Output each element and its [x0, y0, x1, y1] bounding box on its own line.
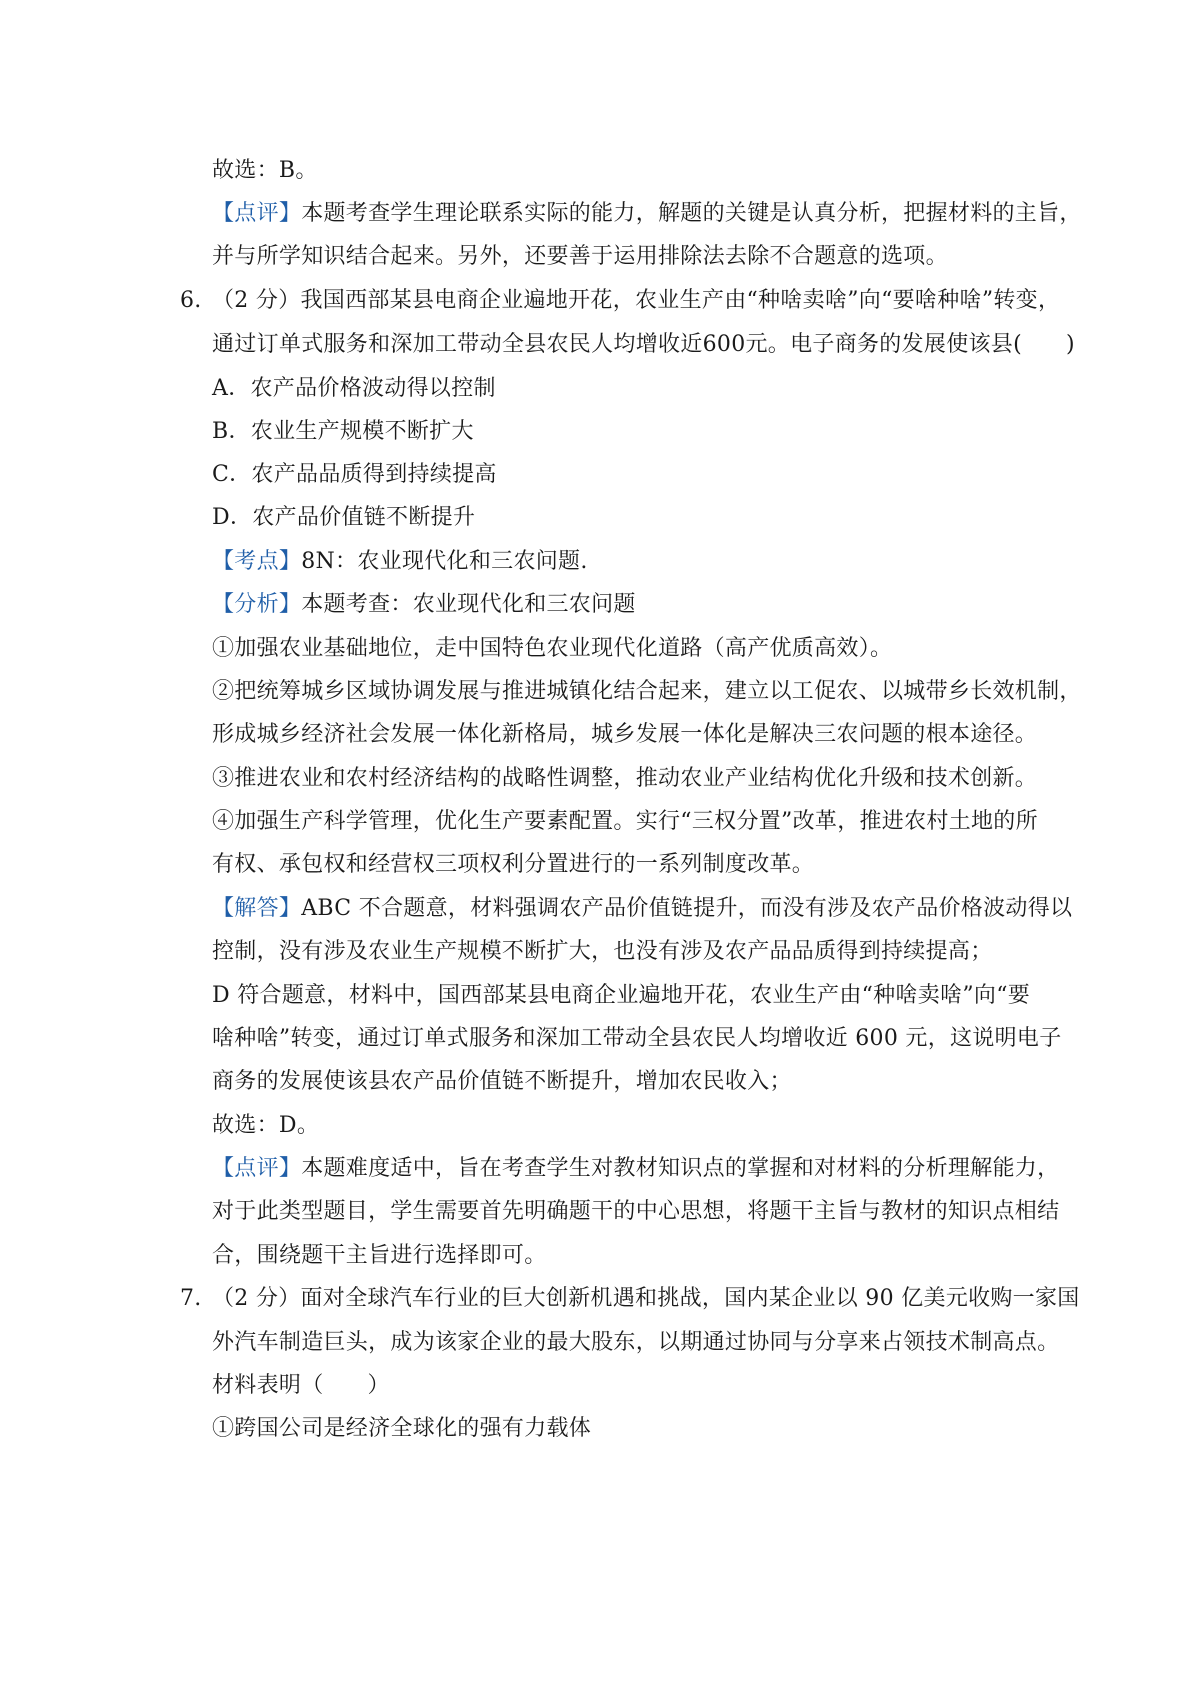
q6-jieda-line5: 商务的发展使该县农产品价值链不断提升，增加农民收入； — [212, 1069, 792, 1094]
q7-stem-line1: （2 分）面对全球汽车行业的巨大创新机遇和挑战，国内某企业以 90 亿美元收购一家国 — [212, 1286, 1080, 1311]
q6-dianping-text1: 本题难度适中，旨在考查学生对教材知识点的掌握和对材料的分析理解能力， — [301, 1156, 1060, 1181]
q6-kaodian-text: 8N：农业现代化和三农问题. — [301, 549, 588, 574]
q6-point2-line2: 形成城乡经济社会发展一体化新格局，城乡发展一体化是解决三农问题的根本途径。 — [212, 722, 1038, 747]
q5-comment-text1: 本题考查学生理论联系实际的能力，解题的关键是认真分析，把握材料的主旨， — [301, 201, 1082, 226]
q6-stem-line2-text: 通过订单式服务和深加工带动全县农民人均增收近600元。电子商务的发展使该县( — [212, 332, 1022, 357]
q5-answer: 故选：B。 — [212, 158, 318, 183]
q7-stem-close-paren: ） — [367, 1373, 390, 1398]
q6-number: 6. — [180, 288, 202, 313]
q6-jieda-line2: 控制，没有涉及农业生产规模不断扩大，也没有涉及农产品品质得到持续提高； — [212, 939, 993, 964]
q6-stem-line1: （2 分）我国西部某县电商企业遍地开花，农业生产由“种啥卖啥”向“要啥种啥”转变， — [212, 288, 1061, 313]
q6-option-b: B．农业生产规模不断扩大 — [212, 419, 474, 444]
q6-dianping-line1 — [212, 1154, 1060, 1184]
q6-option-d: D．农产品价值链不断提升 — [212, 505, 476, 530]
q5-comment-tag: 【点评】 — [212, 201, 302, 226]
q6-jieda-text1: ABC 不合题意，材料强调农产品价值链提升，而没有涉及农产品价格波动得以 — [301, 896, 1073, 921]
q6-option-c: C．农产品品质得到持续提高 — [212, 462, 497, 487]
q6-jieda-line4: 啥种啥”转变，通过订单式服务和深加工带动全县农民人均增收近 600 元，这说明电子 — [212, 1026, 1062, 1051]
q6-point4-line1: ④加强生产科学管理，优化生产要素配置。实行“三权分置”改革，推进农村土地的所 — [212, 809, 1038, 834]
q6-point1: ①加强农业基础地位，走中国特色农业现代化道路（高产优质高效）。 — [212, 636, 893, 661]
q6-stem-close-paren: ) — [1065, 332, 1075, 357]
q6-fenxi-text: 本题考查：农业现代化和三农问题 — [301, 592, 636, 617]
q6-point4-line2: 有权、承包权和经营权三项权利分置进行的一系列制度改革。 — [212, 852, 815, 877]
q7-stem-line2: 外汽车制造巨头，成为该家企业的最大股东，以期通过协同与分享来占领技术制高点。 — [212, 1330, 1060, 1355]
q5-comment-line1 — [212, 199, 1082, 229]
q5-comment-line2: 并与所学知识结合起来。另外，还要善于运用排除法去除不合题意的选项。 — [212, 244, 948, 269]
q6-fenxi-tag: 【分析】 — [212, 592, 302, 617]
q6-answer: 故选：D。 — [212, 1113, 320, 1138]
q6-jieda-line3: D 符合题意，材料中，国西部某县电商企业遍地开花，农业生产由“种啥卖啥”向“要 — [212, 983, 1031, 1008]
q6-dianping-tag: 【点评】 — [212, 1156, 302, 1181]
q6-point3: ③推进农业和农村经济结构的战略性调整，推动农业产业结构优化升级和技术创新。 — [212, 766, 1038, 791]
q6-stem-line2 — [212, 330, 1075, 360]
q7-number: 7. — [180, 1286, 202, 1311]
q6-kaodian-tag: 【考点】 — [212, 549, 302, 574]
q6-fenxi — [212, 590, 636, 620]
q7-item1: ①跨国公司是经济全球化的强有力载体 — [212, 1416, 592, 1441]
q6-option-a: A．农产品价格波动得以控制 — [212, 376, 496, 401]
q6-kaodian — [212, 547, 588, 577]
q7-stem-line3 — [212, 1371, 390, 1401]
q6-dianping-line2: 对于此类型题目，学生需要首先明确题干的中心思想，将题干主旨与教材的知识点相结 — [212, 1199, 1060, 1224]
q6-dianping-line3: 合，围绕题干主旨进行选择即可。 — [212, 1243, 547, 1268]
q6-jieda-line1 — [212, 894, 1073, 924]
q6-jieda-tag: 【解答】 — [212, 896, 302, 921]
q7-stem-line3-text: 材料表明（ — [212, 1373, 324, 1398]
q6-point2-line1: ②把统筹城乡区域协调发展与推进城镇化结合起来，建立以工促农、以城带乡长效机制， — [212, 679, 1082, 704]
